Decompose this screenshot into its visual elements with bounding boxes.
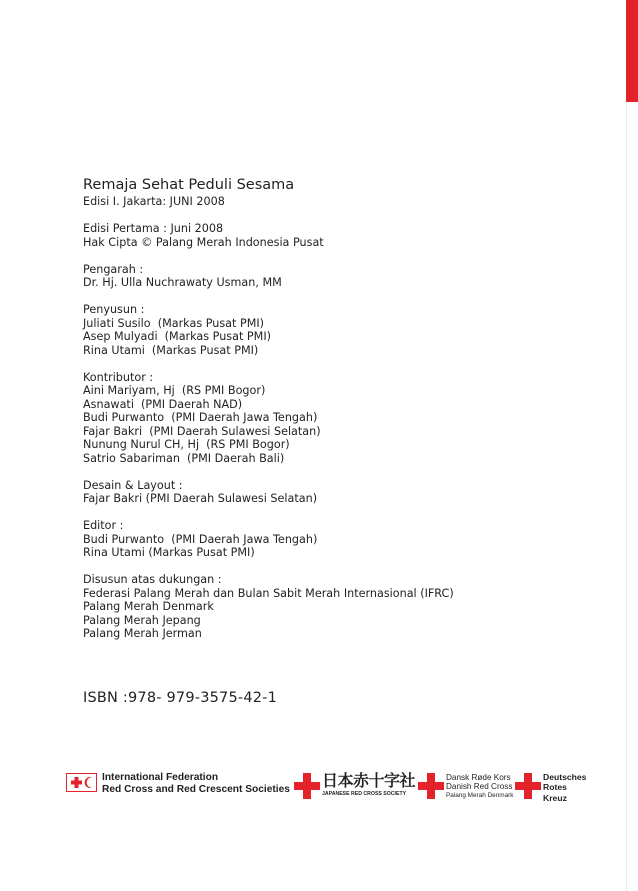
design-name: Fajar Bakri (PMI Daerah Sulawesi Selatan) bbox=[83, 492, 318, 505]
book-title: Remaja Sehat Peduli Sesama bbox=[83, 177, 295, 193]
dk-line-3: Palang Merah Denmark bbox=[446, 792, 514, 800]
imprint-page bbox=[83, 176, 603, 654]
jrc-logo-text: 日本赤十字社 bbox=[322, 771, 416, 790]
director-label: Pengarah : bbox=[83, 262, 144, 276]
drk-line-2: Rotes bbox=[543, 782, 567, 793]
contributors-block bbox=[83, 371, 603, 466]
contributor-item: Budi Purwanto (PMI Daerah Jawa Tengah) bbox=[83, 411, 318, 424]
compiler-item: Rina Utami (Markas Pusat PMI) bbox=[83, 343, 259, 357]
contributor-item: Satrio Sabariman (PMI Daerah Bali) bbox=[83, 451, 285, 465]
drk-line-1: Deutsches bbox=[543, 772, 587, 782]
director-name: Dr. Hj. Ulla Nuchrawaty Usman, MM bbox=[83, 276, 282, 289]
compiler-item: Juliati Susilo (Markas Pusat PMI) bbox=[83, 316, 265, 330]
japanese-red-cross-icon bbox=[294, 773, 320, 799]
supporter-item: Palang Merah Jerman bbox=[83, 627, 202, 640]
editor-item: Rina Utami (Markas Pusat PMI) bbox=[83, 546, 255, 559]
contributor-item: Asnawati (PMI Daerah NAD) bbox=[83, 397, 243, 411]
ifrc-logo-icon bbox=[66, 773, 97, 792]
contributor-item: Nunung Nurul CH, Hj (RS PMI Bogor) bbox=[83, 438, 290, 451]
partner-logos bbox=[66, 768, 596, 804]
first-edition-line: Edisi Pertama : Juni 2008 bbox=[83, 222, 224, 235]
supporter-item: Federasi Palang Merah dan Bulan Sabit Merah Internasional (IFRC) bbox=[83, 586, 454, 600]
danish-red-cross-text bbox=[446, 773, 514, 801]
drk-line-3: Kreuz bbox=[543, 792, 567, 803]
dk-line-2: Danish Red Cross bbox=[446, 782, 513, 792]
director-block bbox=[83, 263, 603, 290]
editor-label: Editor : bbox=[83, 519, 124, 532]
danish-red-cross-icon bbox=[418, 773, 444, 799]
red-edge-tab bbox=[626, 0, 638, 102]
german-red-cross-text bbox=[543, 772, 586, 803]
ifrc-logo-text bbox=[102, 772, 290, 796]
ifrc-line-2: Red Cross and Red Crescent Societies bbox=[102, 784, 290, 795]
jrc-logo-subtitle: JAPANESE RED CROSS SOCIETY bbox=[322, 791, 407, 797]
supporter-item: Palang Merah Jepang bbox=[83, 613, 201, 627]
compilers-label: Penyusun : bbox=[83, 303, 145, 316]
contributors-label: Kontributor : bbox=[83, 370, 154, 384]
copyright-block bbox=[83, 222, 603, 249]
edition-block bbox=[83, 195, 603, 209]
supporter-item: Palang Merah Denmark bbox=[83, 600, 214, 613]
compilers-block bbox=[83, 303, 603, 357]
compiler-item: Asep Mulyadi (Markas Pusat PMI) bbox=[83, 330, 271, 343]
contributor-item: Aini Mariyam, Hj (RS PMI Bogor) bbox=[83, 384, 266, 397]
editor-block bbox=[83, 519, 603, 560]
dk-line-1: Dansk Røde Kors bbox=[446, 773, 511, 782]
contributor-item: Fajar Bakri (PMI Daerah Sulawesi Selatan) bbox=[83, 424, 321, 438]
design-label: Desain & Layout : bbox=[83, 478, 183, 492]
copyright-line: Hak Cipta © Palang Merah Indonesia Pusat bbox=[83, 235, 324, 249]
editor-item: Budi Purwanto (PMI Daerah Jawa Tengah) bbox=[83, 532, 318, 546]
page-edge-line bbox=[626, 102, 627, 891]
ifrc-line-1: International Federation bbox=[102, 772, 219, 783]
edition-line: Edisi I. Jakarta: JUNI 2008 bbox=[83, 195, 225, 208]
design-block bbox=[83, 479, 603, 506]
ifrc-emblem-icon bbox=[67, 774, 96, 791]
support-label: Disusun atas dukungan : bbox=[83, 573, 222, 586]
german-red-cross-icon bbox=[515, 773, 541, 799]
isbn-number: ISBN :978- 979-3575-42-1 bbox=[83, 690, 278, 706]
support-block bbox=[83, 573, 603, 641]
